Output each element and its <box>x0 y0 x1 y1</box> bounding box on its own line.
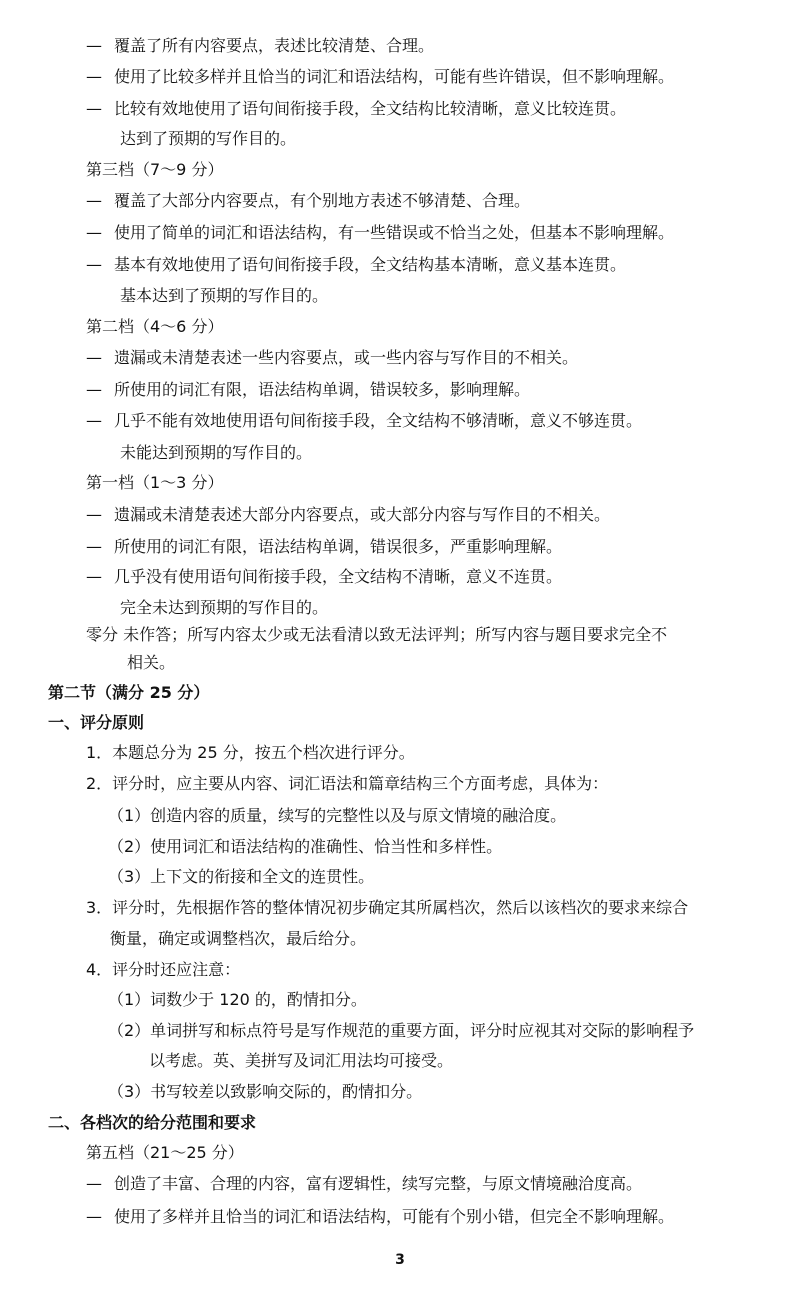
bullet-text: 几乎不能有效地使用语句间衔接手段，全文结构不够清晰，意义不够连贯。 <box>114 411 643 430</box>
dash-bullet-icon: — <box>86 567 102 586</box>
dash-bullet-icon: — <box>86 1174 102 1193</box>
bullet-text: 遗漏或未清楚表述大部分内容要点，或大部分内容与写作目的不相关。 <box>114 505 611 524</box>
bullet-text: 使用了比较多样并且恰当的词汇和语法结构，可能有些许错误，但不影响理解。 <box>114 67 675 86</box>
text-line: 衡量，确定或调整档次，最后给分。 <box>110 929 367 948</box>
grade-heading: 零分 未作答；所写内容太少或无法看清以致无法评判；所写内容与题目要求完全不 <box>86 625 668 644</box>
text-line: 完全未达到预期的写作目的。 <box>120 598 329 617</box>
text-line: （3）上下文的衔接和全文的连贯性。 <box>108 867 375 886</box>
text-line: （2）单词拼写和标点符号是写作规范的重要方面，评分时应视其对交际的影响程予 <box>108 1021 695 1040</box>
text-line: 4．评分时还应注意： <box>86 960 241 979</box>
dash-bullet-icon: — <box>86 67 102 86</box>
dash-bullet-icon: — <box>86 411 102 430</box>
section-heading: 第二节（满分 25 分） <box>48 683 210 702</box>
bullet-text: 使用了简单的词汇和语法结构，有一些错误或不恰当之处，但基本不影响理解。 <box>114 223 675 242</box>
dash-bullet-icon: — <box>86 537 102 556</box>
text-line: 3．评分时，先根据作答的整体情况初步确定其所属档次，然后以该档次的要求来综合 <box>86 898 689 917</box>
dash-bullet-icon: — <box>86 1207 102 1226</box>
grade-heading: 第五档（21～25 分） <box>86 1143 244 1162</box>
dash-bullet-icon: — <box>86 191 102 210</box>
section-heading: 二、各档次的给分范围和要求 <box>48 1113 257 1132</box>
bullet-text: 覆盖了所有内容要点，表述比较清楚、合理。 <box>114 36 435 55</box>
bullet-text: 所使用的词汇有限，语法结构单调，错误很多，严重影响理解。 <box>114 537 563 556</box>
bullet-text: 创造了丰富、合理的内容，富有逻辑性，续写完整，与原文情境融洽度高。 <box>114 1174 643 1193</box>
text-line: （1）词数少于 120 的，酌情扣分。 <box>108 990 367 1009</box>
page-number: 3 <box>395 1252 405 1268</box>
dash-bullet-icon: — <box>86 36 102 55</box>
dash-bullet-icon: — <box>86 348 102 367</box>
text-line: 2．评分时，应主要从内容、词汇语法和篇章结构三个方面考虑，具体为： <box>86 774 609 793</box>
bullet-text: 几乎没有使用语句间衔接手段，全文结构不清晰，意义不连贯。 <box>114 567 563 586</box>
text-line: （1）创造内容的质量，续写的完整性以及与原文情境的融洽度。 <box>108 806 567 825</box>
bullet-text: 比较有效地使用了语句间衔接手段，全文结构比较清晰，意义比较连贯。 <box>114 99 627 118</box>
section-heading: 一、评分原则 <box>48 713 145 732</box>
text-line: （2）使用词汇和语法结构的准确性、恰当性和多样性。 <box>108 837 503 856</box>
bullet-text: 基本有效地使用了语句间衔接手段，全文结构基本清晰，意义基本连贯。 <box>114 255 627 274</box>
grade-heading: 第三档（7～9 分） <box>86 160 224 179</box>
bullet-text: 覆盖了大部分内容要点，有个别地方表述不够清楚、合理。 <box>114 191 531 210</box>
grade-heading: 第二档（4～6 分） <box>86 317 224 336</box>
bullet-text: 遗漏或未清楚表述一些内容要点，或一些内容与写作目的不相关。 <box>114 348 579 367</box>
dash-bullet-icon: — <box>86 223 102 242</box>
text-line: 达到了预期的写作目的。 <box>120 129 297 148</box>
text-line: 相关。 <box>127 653 176 672</box>
bullet-text: 所使用的词汇有限，语法结构单调，错误较多，影响理解。 <box>114 380 531 399</box>
dash-bullet-icon: — <box>86 99 102 118</box>
dash-bullet-icon: — <box>86 255 102 274</box>
bullet-text: 使用了多样并且恰当的词汇和语法结构，可能有个别小错，但完全不影响理解。 <box>114 1207 675 1226</box>
text-line: （3）书写较差以致影响交际的，酌情扣分。 <box>108 1082 423 1101</box>
text-line: 基本达到了预期的写作目的。 <box>120 286 329 305</box>
text-line: 未能达到预期的写作目的。 <box>120 443 313 462</box>
dash-bullet-icon: — <box>86 380 102 399</box>
grade-heading: 第一档（1～3 分） <box>86 473 224 492</box>
dash-bullet-icon: — <box>86 505 102 524</box>
text-line: 1．本题总分为 25 分，按五个档次进行评分。 <box>86 743 415 762</box>
text-line: 以考虑。英、美拼写及词汇用法均可接受。 <box>149 1051 454 1070</box>
